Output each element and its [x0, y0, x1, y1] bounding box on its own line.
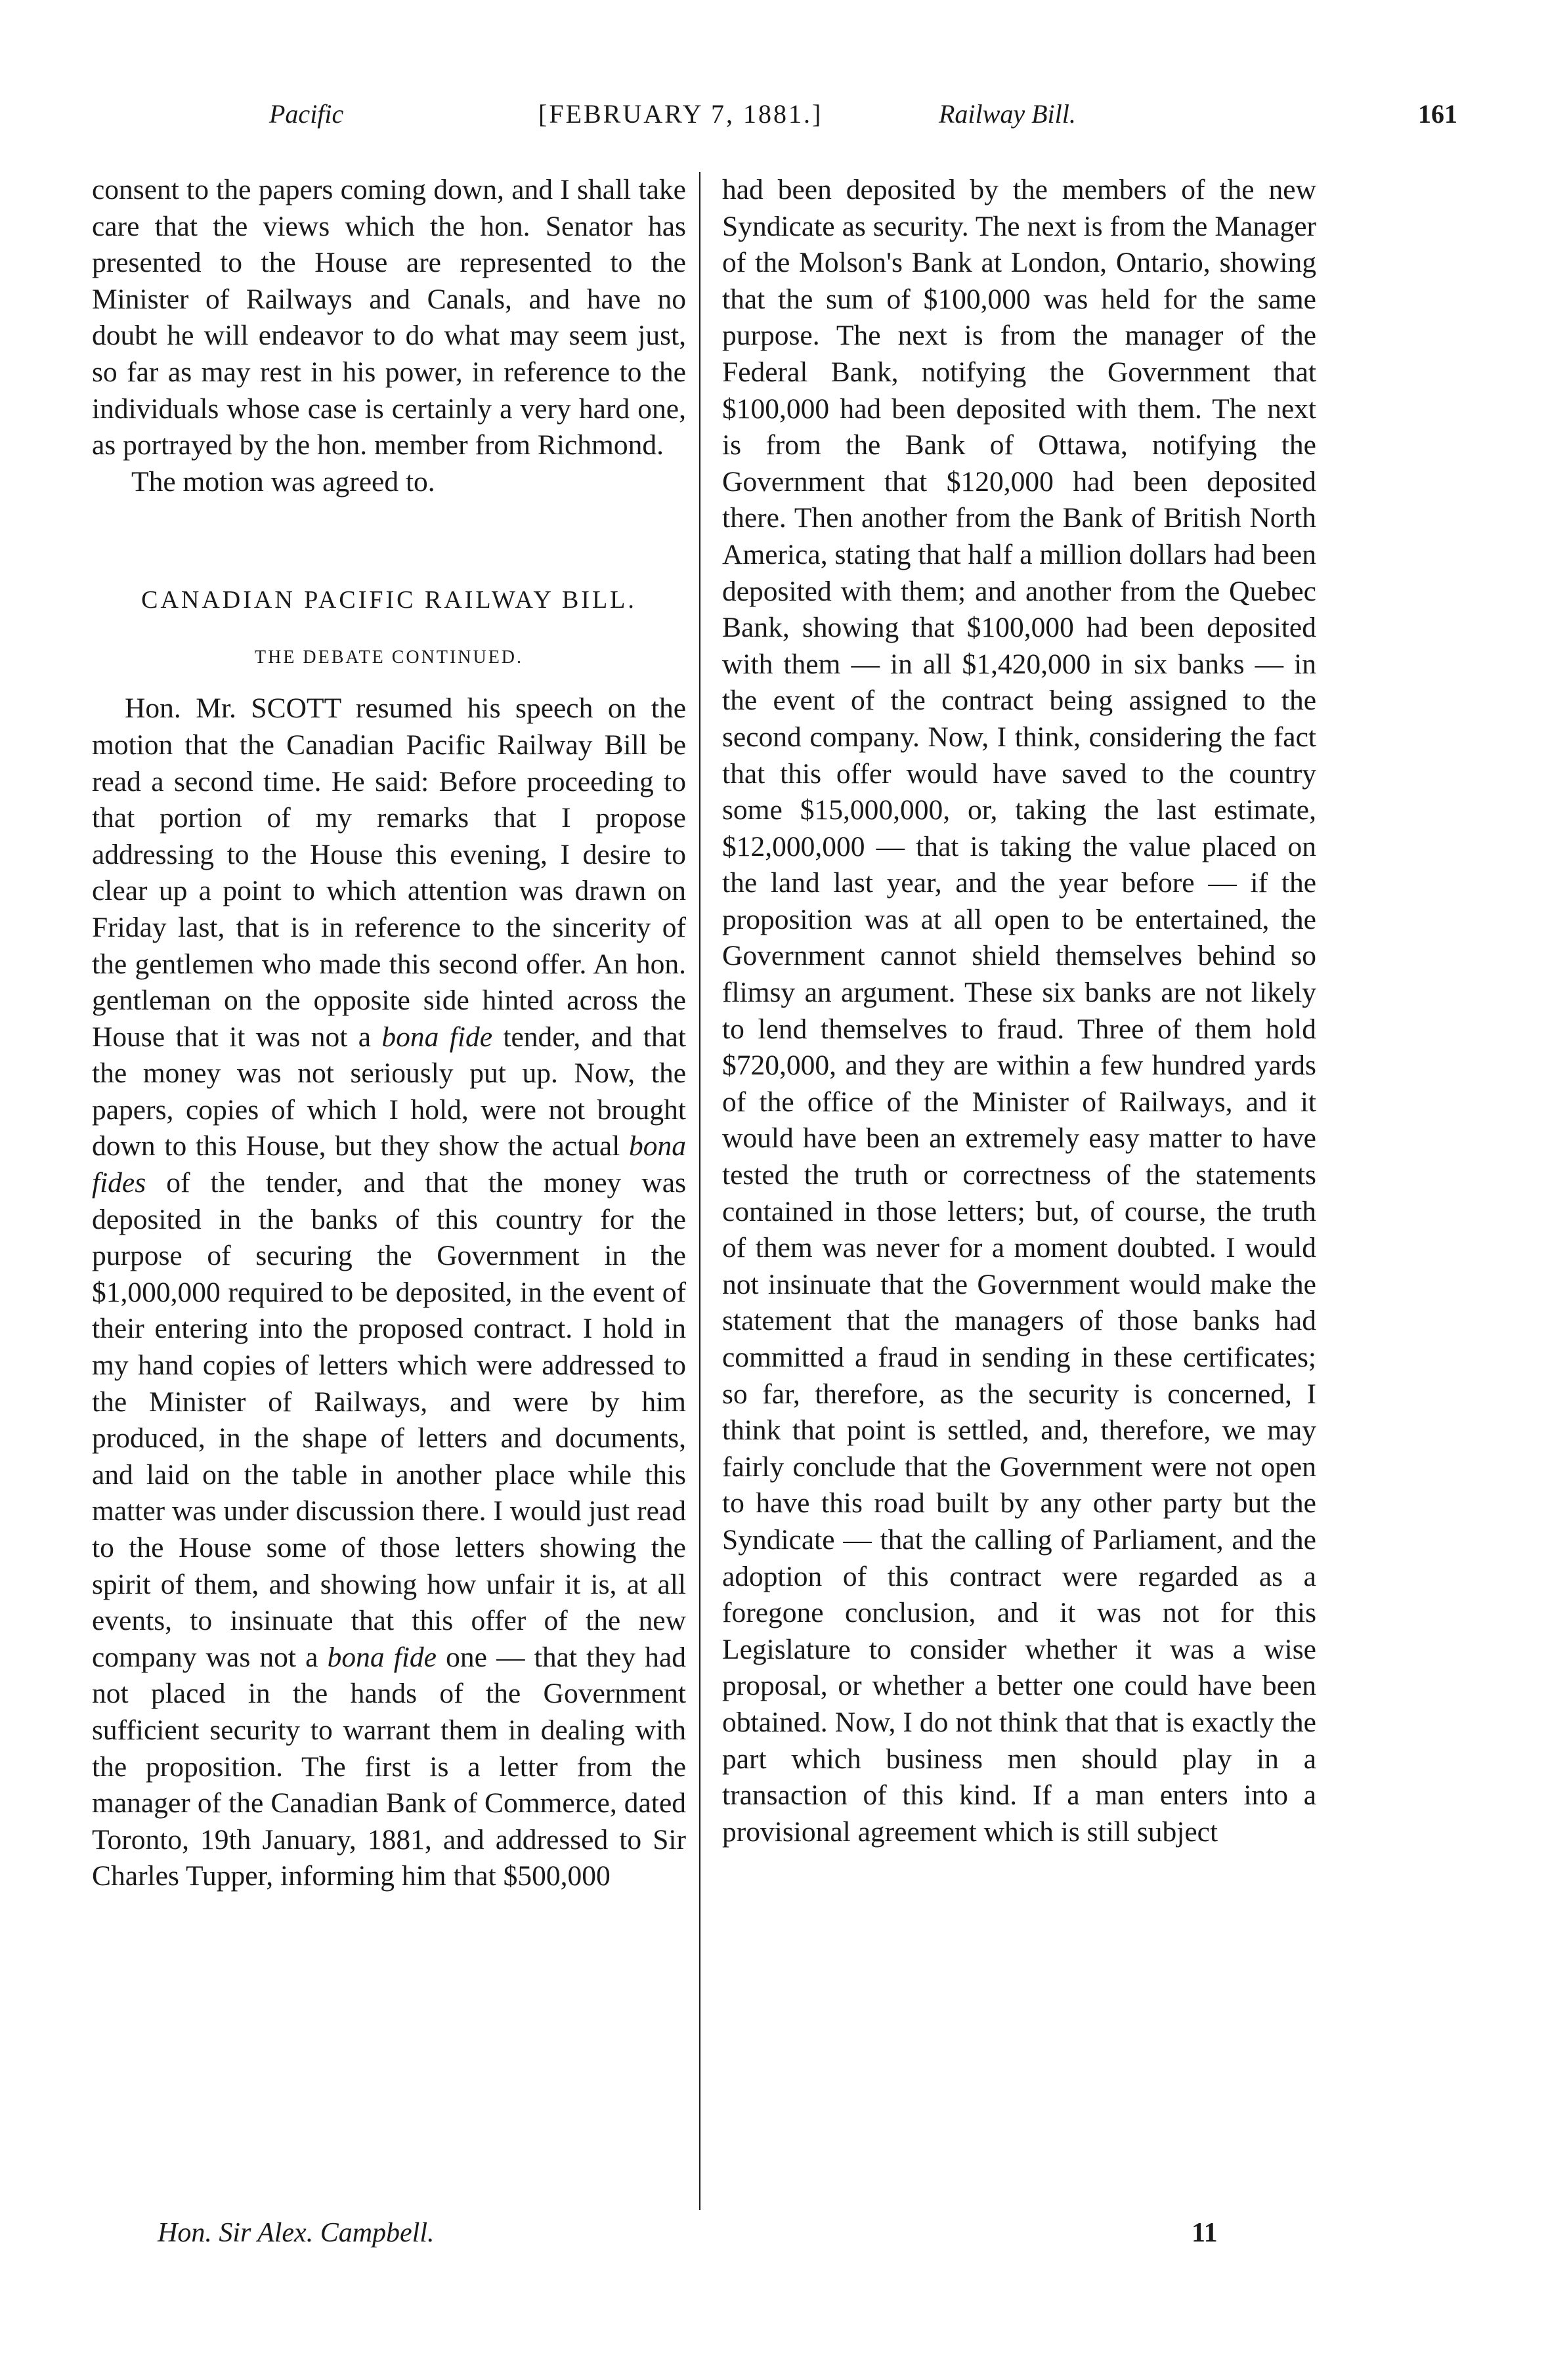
speech-text-4: one — that they had not placed in the hands of the Government sufficient security to warrant them in dealing with the proposition. The first is a letter from the manager of the Canadian Bank of Commerce, dated Toronto, 19th January, 1881, and addressed to Sir Charles Tupper, informing him that $500,000	[92, 1641, 686, 1892]
speech-italic-2: bona fides	[92, 1130, 686, 1199]
intro-paragraph: consent to the papers coming down, and I shall take care that the views which the hon. Senator has presented to the House are represented to the Minister of Railways and Canals, and have no doubt he will endeavor to do what may seem just, so far as may rest in his power, in reference to the individuals whose case is certainly a very hard one, as portrayed by the hon. member from Richmond.	[92, 174, 686, 461]
column-divider	[699, 172, 700, 2210]
running-header	[158, 98, 1464, 151]
page-footer	[158, 2217, 1464, 2263]
speech-paragraph	[92, 691, 686, 1895]
speech-italic-1: bona fide	[381, 1021, 493, 1053]
speech-text-1: Hon. Mr. SCOTT resumed his speech on the motion that the Canadian Pacific Railway Bill be read a second time. He said: Before proceeding to that portion of my remarks that I propose addressing to the House this evening, I desire to clear up a point to which attention was drawn on Friday last, that is in reference to the sincerity of the gentlemen who made this second offer. An hon. gentleman on the opposite side hinted across the House that it was not a	[92, 692, 686, 1053]
section-subtitle: THE DEBATE CONTINUED.	[254, 647, 524, 668]
page-number: 161	[1418, 99, 1457, 129]
footer-speaker: Hon. Sir Alex. Campbell.	[158, 2218, 435, 2248]
header-date: [FEBRUARY 7, 1881.]	[538, 99, 823, 129]
right-column	[722, 172, 1316, 1850]
speech-italic-3: bona fide	[327, 1641, 437, 1673]
signature-mark: 11	[1192, 2218, 1218, 2248]
section-title: CANADIAN PACIFIC RAILWAY BILL.	[141, 586, 637, 614]
motion-line: The motion was agreed to.	[131, 465, 435, 498]
left-column	[92, 172, 686, 1895]
speech-text-3: of the tender, and that the money was deposited in the banks of this country for the purpose of securing the Government in the $1,000,000 required to be deposited, in the event of their entering into the proposed contract. I hold in my hand copies of letters which were addressed to the Minister of Railways, and were by him produced, in the shape of letters and documents, and laid on the table in another place while this matter was under discussion there. I would just read to the House some of those letters showing the spirit of them, and showing how unfair it is, at all events, to insinuate that this offer of the new company was not a	[92, 1167, 686, 1673]
header-right-title: Railway Bill.	[939, 99, 1076, 129]
header-left-title: Pacific	[269, 99, 344, 129]
right-column-paragraph: had been deposited by the members of the new Syndicate as security. The next is from the Manager of the Molson's Bank at London, Ontario, showing that the sum of $100,000 was held for the same purpose. The next is from the manager of the Federal Bank, notifying the Government that $100,000 had been deposited with them. The next is from the Bank of Ottawa, notifying the Government that $120,000 had been deposited there. Then another from the Bank of British North America, stating that half a million dollars had been deposited with them; and another from the Quebec Bank, showing that $100,000 had been deposited with them — in all $1,420,000 in six banks — in the event of the contract being assigned to the second company. Now, I think, considering the fact that this offer would have saved to the country some $15,000,000, or, taking the last estimate, $12,000,000 — that is taking the value placed on the land last year, and the year before — if the proposition was at all open to be entertained, the Government cannot shield themselves behind so flimsy an argument. These six banks are not likely to lend themselves to fraud. Three of them hold $720,000, and they are within a few hundred yards of the office of the Minister of Railways, and it would have been an extremely easy matter to have tested the truth or correctness of the statements contained in those letters; but, of course, the truth of them was never for a moment doubted. I would not insinuate that the Government would make the statement that the managers of those banks had committed a fraud in sending in these certificates; so far, therefore, as the security is concerned, I think that point is settled, and, therefore, we may fairly conclude that the Government were not open to have this road built by any other party but the Syndicate — that the calling of Parliament, and the adoption of this contract were regarded as a foregone conclusion, and it was not for this Legislature to consider whether it was a wise proposal, or whether a better one could have been obtained. Now, I do not think that that is exactly the part which business men should play in a transaction of this kind. If a man enters into a provisional agreement which is still subject	[722, 174, 1316, 1848]
speech-text-2: tender, and that the money was not seriously put up. Now, the papers, copies of which I hold, were not brought down to this House, but they show the actual	[92, 1021, 687, 1162]
